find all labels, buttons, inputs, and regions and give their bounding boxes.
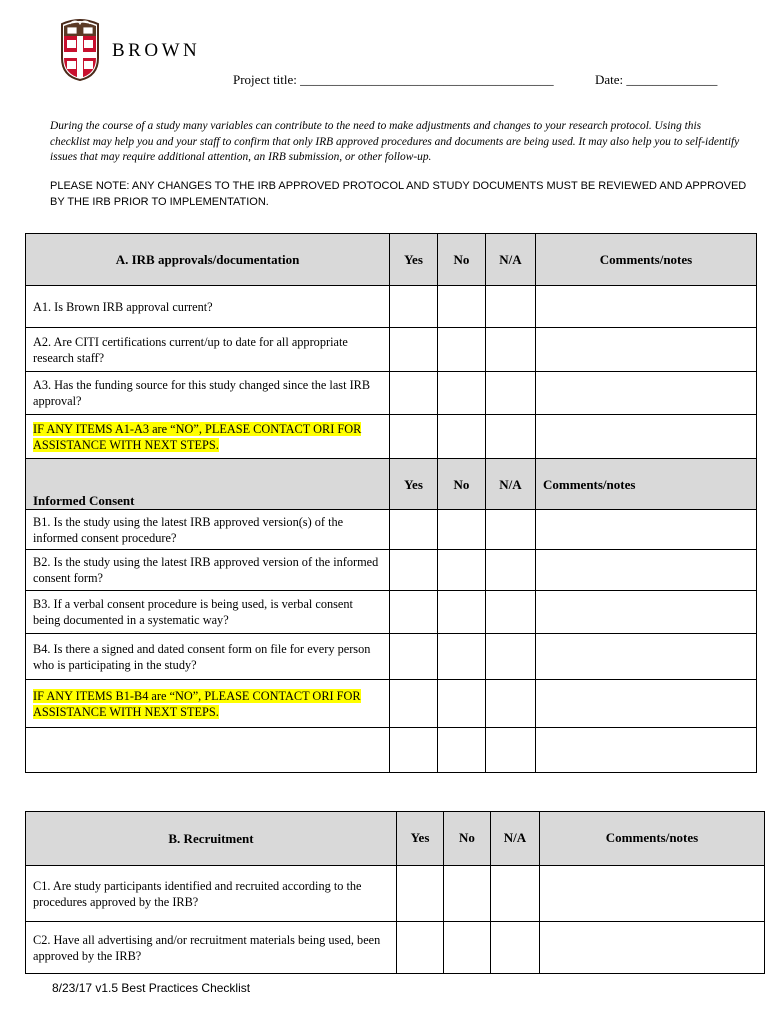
answer-no-cell[interactable] bbox=[438, 328, 486, 372]
informed-consent-heading: Informed Consent bbox=[26, 459, 390, 510]
answer-na-cell[interactable] bbox=[486, 286, 536, 328]
checklist-table-b bbox=[25, 811, 765, 974]
answer-yes-cell[interactable] bbox=[390, 415, 438, 459]
answer-na-cell[interactable] bbox=[491, 866, 540, 922]
answer-yes-cell[interactable] bbox=[390, 591, 438, 634]
comments-cell[interactable] bbox=[536, 372, 757, 415]
alert-b: IF ANY ITEMS B1-B4 are “NO”, PLEASE CONTACT ORI FOR ASSISTANCE WITH NEXT STEPS. bbox=[33, 688, 361, 719]
answer-yes-cell[interactable] bbox=[390, 680, 438, 728]
answer-na-cell[interactable] bbox=[486, 550, 536, 591]
answer-na-cell[interactable] bbox=[486, 591, 536, 634]
comments-cell[interactable] bbox=[536, 328, 757, 372]
col-no: No bbox=[438, 459, 486, 510]
table-row bbox=[26, 728, 757, 773]
col-yes: Yes bbox=[390, 459, 438, 510]
answer-no-cell[interactable] bbox=[438, 680, 486, 728]
col-no: No bbox=[438, 234, 486, 286]
answer-na-cell[interactable] bbox=[486, 415, 536, 459]
question-a2: A2. Are CITI certifications current/up to date for all appropriate research staff? bbox=[26, 328, 390, 372]
question-a1: A1. Is Brown IRB approval current? bbox=[26, 286, 390, 328]
table-row bbox=[26, 680, 757, 728]
col-na: N/A bbox=[486, 234, 536, 286]
question-b3: B3. If a verbal consent procedure is being used, is verbal consent being documented in a systematic way? bbox=[26, 591, 390, 634]
question-c1: C1. Are study participants identified and recruited according to the procedures approved by the IRB? bbox=[26, 866, 397, 922]
answer-yes-cell[interactable] bbox=[390, 328, 438, 372]
comments-cell[interactable] bbox=[536, 680, 757, 728]
answer-yes-cell[interactable] bbox=[390, 550, 438, 591]
col-yes: Yes bbox=[390, 234, 438, 286]
informed-consent-header-row bbox=[26, 459, 757, 510]
alert-b-cell bbox=[26, 680, 390, 728]
answer-no-cell[interactable] bbox=[438, 286, 486, 328]
col-yes: Yes bbox=[397, 812, 444, 866]
col-na: N/A bbox=[486, 459, 536, 510]
answer-na-cell[interactable] bbox=[491, 922, 540, 974]
col-no: No bbox=[444, 812, 491, 866]
answer-yes-cell[interactable] bbox=[390, 634, 438, 680]
footer-version: 8/23/17 v1.5 Best Practices Checklist bbox=[52, 981, 251, 995]
table-row bbox=[26, 286, 757, 328]
answer-no-cell[interactable] bbox=[444, 922, 491, 974]
answer-yes-cell[interactable] bbox=[397, 866, 444, 922]
table-row bbox=[26, 866, 765, 922]
section-b-heading: B. Recruitment bbox=[26, 812, 397, 866]
col-comments: Comments/notes bbox=[536, 459, 757, 510]
table-row bbox=[26, 372, 757, 415]
comments-cell[interactable] bbox=[536, 510, 757, 550]
question-c2: C2. Have all advertising and/or recruitment materials being used, been approved by the IRB? bbox=[26, 922, 397, 974]
section-b-header-row bbox=[26, 812, 765, 866]
alert-a: IF ANY ITEMS A1-A3 are “NO”, PLEASE CONTACT ORI FOR ASSISTANCE WITH NEXT STEPS. bbox=[33, 421, 362, 452]
table-row bbox=[26, 591, 757, 634]
answer-no-cell[interactable] bbox=[438, 372, 486, 415]
intro-paragraph: During the course of a study many variables can contribute to the need to make adjustments and changes to your research protocol. Using this checklist may help you and your staff to confirm that only IRB approved procedures and documents are being used. It may also help you to self-identify issues that may require additional attention, an IRB submission, or other follow-up. bbox=[50, 120, 740, 163]
table-row bbox=[26, 634, 757, 680]
table-row bbox=[26, 922, 765, 974]
comments-cell[interactable] bbox=[536, 550, 757, 591]
table-row bbox=[26, 328, 757, 372]
col-na: N/A bbox=[491, 812, 540, 866]
answer-na-cell[interactable] bbox=[486, 634, 536, 680]
answer-yes-cell[interactable] bbox=[390, 510, 438, 550]
blank-cell[interactable] bbox=[26, 728, 390, 773]
answer-na-cell[interactable] bbox=[486, 372, 536, 415]
section-a-heading: A. IRB approvals/documentation bbox=[26, 234, 390, 286]
answer-na-cell[interactable] bbox=[486, 680, 536, 728]
table-row bbox=[26, 510, 757, 550]
question-b2: B2. Is the study using the latest IRB approved version of the informed consent form? bbox=[26, 550, 390, 591]
section-a-header-row bbox=[26, 234, 757, 286]
answer-no-cell[interactable] bbox=[444, 866, 491, 922]
table-row bbox=[26, 550, 757, 591]
answer-yes-cell[interactable] bbox=[397, 922, 444, 974]
answer-yes-cell[interactable] bbox=[390, 728, 438, 773]
answer-na-cell[interactable] bbox=[486, 328, 536, 372]
answer-no-cell[interactable] bbox=[438, 510, 486, 550]
checklist-table-a bbox=[25, 233, 757, 773]
col-comments: Comments/notes bbox=[536, 234, 757, 286]
alert-a-cell bbox=[26, 415, 390, 459]
answer-no-cell[interactable] bbox=[438, 415, 486, 459]
comments-cell[interactable] bbox=[540, 866, 765, 922]
answer-yes-cell[interactable] bbox=[390, 372, 438, 415]
date-field[interactable]: Date: ______________ bbox=[595, 72, 718, 87]
project-title-field[interactable]: Project title: _______________________________________ bbox=[233, 72, 554, 87]
answer-na-cell[interactable] bbox=[486, 728, 536, 773]
answer-no-cell[interactable] bbox=[438, 634, 486, 680]
question-a3: A3. Has the funding source for this study changed since the last IRB approval? bbox=[26, 372, 390, 415]
brown-shield-logo bbox=[58, 18, 102, 82]
question-b4: B4. Is there a signed and dated consent form on file for every person who is participating in the study? bbox=[26, 634, 390, 680]
answer-no-cell[interactable] bbox=[438, 591, 486, 634]
comments-cell[interactable] bbox=[540, 922, 765, 974]
comments-cell[interactable] bbox=[536, 634, 757, 680]
answer-no-cell[interactable] bbox=[438, 550, 486, 591]
comments-cell[interactable] bbox=[536, 728, 757, 773]
comments-cell[interactable] bbox=[536, 286, 757, 328]
brand-wordmark: BROWN bbox=[112, 40, 201, 61]
table-row bbox=[26, 415, 757, 459]
please-note: PLEASE NOTE: ANY CHANGES TO THE IRB APPROVED PROTOCOL AND STUDY DOCUMENTS MUST BE REVIEWED AND APPROVED BY THE IRB PRIOR TO IMPLEMENTATION. bbox=[50, 180, 747, 208]
col-comments: Comments/notes bbox=[540, 812, 765, 866]
answer-na-cell[interactable] bbox=[486, 510, 536, 550]
comments-cell[interactable] bbox=[536, 591, 757, 634]
comments-cell[interactable] bbox=[536, 415, 757, 459]
answer-yes-cell[interactable] bbox=[390, 286, 438, 328]
question-b1: B1. Is the study using the latest IRB approved version(s) of the informed consent procedure? bbox=[26, 510, 390, 550]
answer-no-cell[interactable] bbox=[438, 728, 486, 773]
